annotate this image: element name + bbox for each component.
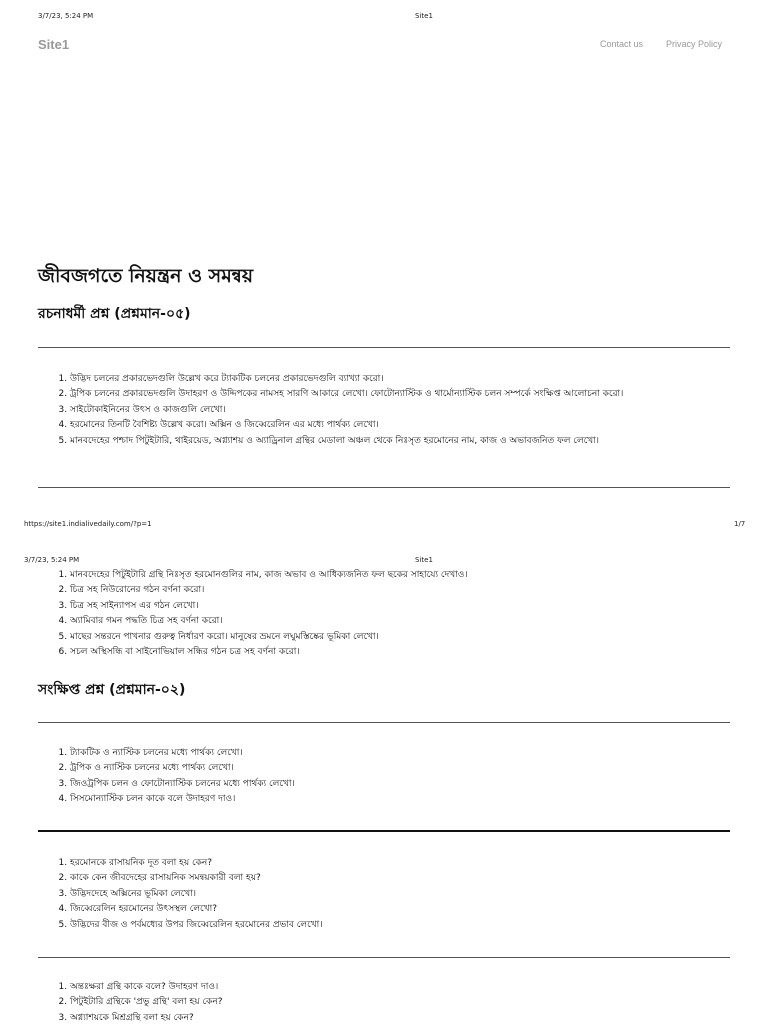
print-page-number: 1/7 — [734, 520, 746, 528]
list-item: 1. উদ্ভিদ চলনের প্রকারভেদগুলি উল্লেখ করে ট্যাকটিক চলনের প্রকারভেদগুলি ব্যাখ্যা করো। — [70, 372, 744, 387]
list-item: 4. সিসমোন্যাস্টিক চলন কাকে বলে উদাহরণ দাও। — [70, 792, 744, 807]
list-item: 3. অগ্ন্যাশয়কে মিশ্রগ্রন্থি বলা হয় কেন? — [70, 1011, 744, 1026]
list-item: 4. জিব্বেরেলিন হরমোনের উৎসস্থল লেখো? — [70, 902, 744, 917]
site-logo[interactable]: Site1 — [38, 37, 70, 52]
list-item: 5. মানবদেহের পশ্চাদ পিটুইটারি, থাইরয়েড, অগ্ন্যাশয় ও অ্যাড্রিনাল গ্রন্থির মেডালা অঞ্চল থেকে নিঃসৃত হরমোনের নাম, কাজ ও অভাবজনিত ফল লেখো। — [70, 434, 744, 449]
long-question-list-2 — [56, 568, 744, 660]
page-title: জীবজগতে নিয়ন্ত্রন ও সমন্বয় — [38, 265, 254, 287]
short-question-list-2 — [56, 856, 744, 933]
divider — [38, 347, 730, 348]
list-item: 3. উদ্ভিদদেহে অক্সিনের ভূমিকা লেখো। — [70, 887, 744, 902]
list-item: 2. পিটুইটারি গ্রন্থিকে 'প্রভু গ্রন্থি' বলা হয় কেন? — [70, 995, 744, 1010]
list-item: 2. ট্রপিক চলনের প্রকারভেদগুলি উদাহরণ ও উদ্দিপকের নামসহ সারণি আকারে লেখো। ফোটোন্যাস্টিক ও থার্মোন্যাস্টিক চলন সম্পর্কে সংক্ষিপ্ত আলোচনা করো। — [70, 387, 744, 402]
nav-contact-us[interactable]: Contact us — [600, 39, 644, 49]
list-item: 4. অ্যামিবার গমন পদ্ধতি চিত্র সহ বর্ণনা করো। — [70, 614, 744, 629]
short-question-list-3 — [56, 980, 744, 1026]
list-item: 2. কাকে কেন জীবদেহের রাসায়নিক সমন্বয়কারী বলা হয়? — [70, 871, 744, 886]
divider — [38, 957, 730, 958]
print-url: https://site1.indialivedaily.com/?p=1 — [24, 520, 152, 528]
list-item: 5. উদ্ভিদের বীজ ও পর্বমধ্যের উপর জিব্বেরেলিন হরমোনের প্রভাব লেখো। — [70, 918, 744, 933]
list-item: 3. জিওট্রপিক চলন ও ফোটোন্যাস্টিক চলনের মধ্যে পার্থক্য লেখো। — [70, 777, 744, 792]
list-item: 3. সাইটোকাইনিনের উৎস ও কাজগুলি লেখো। — [70, 403, 744, 418]
print-datetime: 3/7/23, 5:24 PM — [24, 556, 80, 564]
list-item: 1. হরমোনকে রাসায়নিক দূত বলা হয় কেন? — [70, 856, 744, 871]
print-site-name: Site1 — [415, 12, 433, 20]
short-question-list-1 — [56, 746, 744, 808]
list-item: 1. অন্তঃক্ষরা গ্রন্থি কাকে বলে? উদাহরণ দাও। — [70, 980, 744, 995]
list-item: 6. সচল অস্থিসন্ধি বা সাইনোভিয়াল সন্ধির গঠন চত্র সহ বর্ণনা করো। — [70, 645, 744, 660]
divider — [38, 487, 730, 488]
list-item: 1. মানবদেহের পিটুইটারি গ্রন্থি নিঃসৃত হরমোনগুলির নাম, কাজ অভাব ও আধিক্যজনিত ফল ছকের সাহায্যে দেখাও। — [70, 568, 744, 583]
long-question-list-1 — [56, 372, 744, 449]
list-item: 2. ট্রপিক ও ন্যাস্টিক চলনের মধ্যে পার্থক্য লেখো। — [70, 761, 744, 776]
list-item: 5. মাছের সন্তরনে পাখনার গুরুত্ব নির্ধারণ করো। মানুষের ভ্রমনে লঘুমস্তিষ্কের ভূমিকা লেখো। — [70, 630, 744, 645]
nav-privacy-policy[interactable]: Privacy Policy — [666, 39, 723, 49]
print-datetime: 3/7/23, 5:24 PM — [38, 12, 94, 20]
divider — [38, 722, 730, 723]
print-site-name: Site1 — [415, 556, 433, 564]
list-item: 1. ট্যাকটিক ও ন্যাস্টিক চলনের মধ্যে পার্থক্য লেখো। — [70, 746, 744, 761]
section-heading-long-questions: রচনাধর্মী প্রশ্ন (প্রশ্নমান-০৫) — [38, 306, 191, 322]
list-item: 2. চিত্র সহ নিউরোনের গঠন বর্ণনা করো। — [70, 583, 744, 598]
list-item: 3. চিত্র সহ সাইন্যাপস এর গঠন লেখো। — [70, 599, 744, 614]
divider — [38, 830, 730, 832]
list-item: 4. হরমোনের তিনটি বৈশিষ্ট্য উল্লেখ করো। অক্সিন ও জিব্বেরেলিন এর মধ্যে পার্থক্য লেখো। — [70, 418, 744, 433]
section-heading-short-questions: সংক্ষিপ্ত প্রশ্ন (প্রশ্নমান-০২) — [38, 682, 186, 698]
